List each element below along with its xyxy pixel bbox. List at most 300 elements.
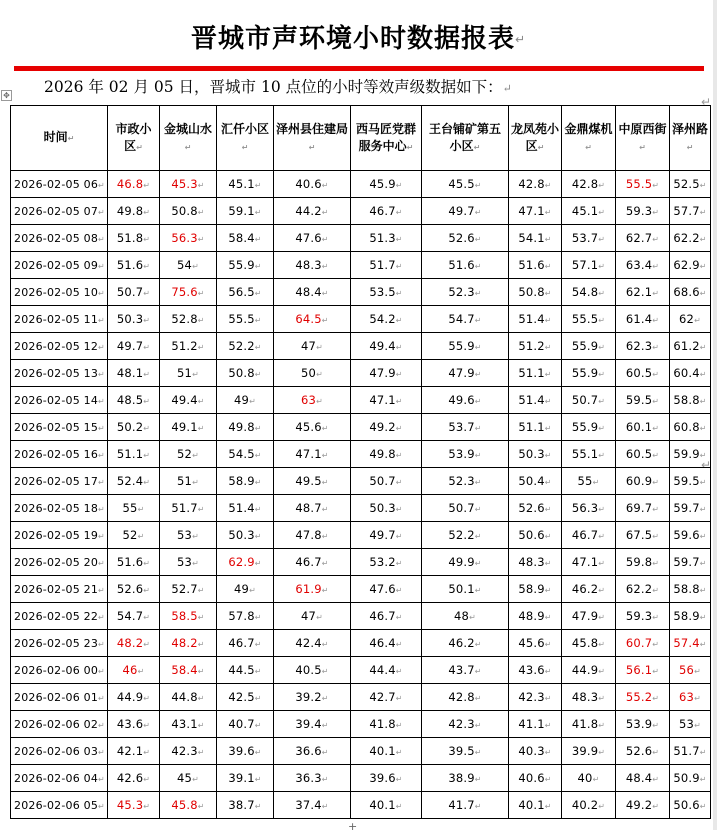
noise-value: 48.1 (116, 366, 144, 380)
noise-value: 49.2 (625, 798, 653, 812)
cell-end-mark-icon: ↵ (321, 532, 329, 541)
time-cell (11, 495, 108, 522)
cell-end-mark-icon: ↵ (395, 640, 403, 649)
noise-value: 50.1 (448, 582, 475, 596)
noise-value: 42.8 (448, 690, 475, 704)
cell-end-mark-icon: ↵ (699, 505, 707, 514)
cell-end-mark-icon: ↵ (321, 478, 329, 487)
time-cell (11, 198, 108, 225)
value-cell (108, 441, 160, 468)
cell-end-mark-icon: ↵ (316, 370, 323, 379)
value-cell (351, 468, 422, 495)
noise-value: 50.7 (571, 393, 599, 407)
noise-value: 44.5 (228, 663, 255, 677)
noise-value: 46.7 (571, 528, 599, 542)
noise-value: 62.9 (673, 258, 700, 272)
cell-end-mark-icon: ↵ (254, 613, 262, 622)
value-cell (160, 765, 217, 792)
cell-end-mark-icon: ↵ (652, 235, 660, 244)
value-cell (108, 522, 160, 549)
value-cell (274, 495, 351, 522)
time-cell (11, 576, 108, 603)
cell-end-mark-icon: ↵ (321, 208, 329, 217)
value-cell (351, 549, 422, 576)
header-label: 中原西街 (618, 121, 667, 136)
value-cell (274, 738, 351, 765)
cell-end-mark-icon: ↵ (652, 613, 660, 622)
noise-value: 58.4 (228, 231, 255, 245)
value-cell (422, 360, 509, 387)
cell-end-mark-icon: ↵ (98, 423, 105, 433)
cell-end-mark-icon: ↵ (395, 235, 403, 244)
noise-value: 40.1 (518, 798, 545, 812)
value-cell (616, 360, 670, 387)
value-cell (670, 171, 711, 198)
noise-value: 42.3 (171, 744, 198, 758)
cell-end-mark-icon: ↵ (598, 262, 606, 271)
value-cell (160, 441, 217, 468)
value-cell (160, 522, 217, 549)
cell-end-mark-icon: ↵ (98, 288, 105, 298)
end-of-row-mark-icon: ↵ (700, 95, 711, 109)
cell-end-mark-icon: ↵ (544, 505, 552, 514)
header-site (616, 106, 670, 171)
cell-end-mark-icon: ↵ (395, 559, 403, 568)
noise-value: 39.1 (228, 771, 255, 785)
header-site (509, 106, 562, 171)
noise-value: 52.7 (171, 582, 198, 596)
cell-end-mark-icon: ↵ (197, 235, 205, 244)
noise-value: 61.2 (673, 339, 700, 353)
noise-value: 55.9 (571, 366, 599, 380)
time-value: 2026-02-05 08 (14, 231, 99, 245)
value-cell (562, 711, 616, 738)
cell-end-mark-icon: ↵ (544, 694, 552, 703)
noise-value: 60.1 (625, 420, 653, 434)
cell-end-mark-icon: ↵ (474, 505, 482, 514)
cell-end-mark-icon: ↵ (254, 451, 262, 460)
value-cell (616, 630, 670, 657)
noise-value: 37.4 (295, 798, 322, 812)
value-cell (351, 684, 422, 711)
value-cell (509, 441, 562, 468)
cell-end-mark-icon: ↵ (143, 343, 151, 352)
cell-end-mark-icon: ↵ (699, 262, 707, 271)
noise-value: 55.5 (625, 177, 653, 191)
cell-end-mark-icon: ↵ (321, 586, 329, 595)
cell-end-mark-icon: ↵ (197, 586, 205, 595)
value-cell (108, 630, 160, 657)
noise-value: 48.3 (518, 555, 545, 569)
cell-end-mark-icon: ↵ (197, 721, 205, 730)
value-cell (670, 603, 711, 630)
cell-end-mark-icon: ↵ (544, 721, 552, 730)
cell-end-mark-icon: ↵ (321, 451, 329, 460)
time-value: 2026-02-05 21 (14, 582, 99, 596)
noise-value: 39.9 (571, 744, 599, 758)
cell-end-mark-icon: ↵ (241, 142, 249, 152)
cell-end-mark-icon: ↵ (197, 505, 205, 514)
time-value: 2026-02-06 03 (14, 744, 99, 758)
cell-end-mark-icon: ↵ (197, 343, 205, 352)
cell-end-mark-icon: ↵ (197, 208, 205, 217)
value-cell (108, 657, 160, 684)
noise-value: 53.7 (571, 231, 599, 245)
value-cell (509, 414, 562, 441)
table-header-row (11, 106, 711, 171)
time-cell (11, 657, 108, 684)
value-cell (108, 549, 160, 576)
value-cell (217, 522, 274, 549)
value-cell (670, 306, 711, 333)
value-cell (616, 198, 670, 225)
noise-value: 39.6 (228, 744, 255, 758)
noise-value: 51.6 (448, 258, 475, 272)
cell-end-mark-icon: ↵ (652, 424, 660, 433)
time-cell (11, 333, 108, 360)
noise-value: 46.2 (571, 582, 599, 596)
cell-end-mark-icon: ↵ (395, 613, 403, 622)
noise-value: 54.7 (448, 312, 475, 326)
noise-value: 51 (177, 474, 193, 488)
noise-value: 51.1 (518, 420, 545, 434)
value-cell (274, 198, 351, 225)
noise-value: 46.7 (369, 204, 396, 218)
noise-value: 42.1 (116, 744, 144, 758)
time-cell (11, 792, 108, 819)
cell-end-mark-icon: ↵ (321, 181, 329, 190)
cell-end-mark-icon: ↵ (474, 478, 482, 487)
value-cell (160, 225, 217, 252)
cell-end-mark-icon: ↵ (699, 640, 707, 649)
cell-end-mark-icon: ↵ (699, 181, 707, 190)
noise-value: 53.2 (369, 555, 396, 569)
noise-value: 43.6 (518, 663, 545, 677)
noise-value: 52.2 (448, 528, 475, 542)
noise-value: 56.1 (625, 663, 653, 677)
value-cell (422, 549, 509, 576)
noise-value: 59.1 (228, 204, 255, 218)
cell-end-mark-icon: ↵ (395, 370, 403, 379)
value-cell (562, 630, 616, 657)
cell-end-mark-icon: ↵ (254, 775, 262, 784)
time-cell (11, 684, 108, 711)
cell-end-mark-icon: ↵ (544, 802, 552, 811)
time-value: 2026-02-05 09 (14, 258, 99, 272)
cell-end-mark-icon: ↵ (143, 802, 151, 811)
noise-value: 52.6 (518, 501, 545, 515)
time-cell (11, 279, 108, 306)
cell-end-mark-icon: ↵ (98, 180, 105, 190)
cell-end-mark-icon: ↵ (98, 585, 105, 595)
table-row (11, 441, 711, 468)
noise-value: 63 (301, 393, 317, 407)
value-cell (562, 333, 616, 360)
cell-end-mark-icon: ↵ (652, 451, 660, 460)
value-cell (422, 603, 509, 630)
noise-value: 49.7 (448, 204, 475, 218)
value-cell (562, 657, 616, 684)
time-value: 2026-02-05 06 (14, 177, 99, 191)
noise-value: 53 (177, 528, 193, 542)
noise-value: 51.7 (171, 501, 198, 515)
noise-value: 60.9 (625, 474, 653, 488)
cell-end-mark-icon: ↵ (699, 370, 707, 379)
noise-value: 52.3 (448, 285, 475, 299)
value-cell (274, 684, 351, 711)
table-row (11, 198, 711, 225)
value-cell (274, 468, 351, 495)
table-row (11, 711, 711, 738)
cell-end-mark-icon: ↵ (249, 397, 256, 406)
value-cell (670, 495, 711, 522)
cell-end-mark-icon: ↵ (598, 532, 606, 541)
noise-value: 52 (122, 528, 138, 542)
noise-value: 47.6 (369, 582, 396, 596)
value-cell (160, 738, 217, 765)
noise-value: 49.4 (171, 393, 198, 407)
noise-value: 53.7 (448, 420, 475, 434)
noise-value: 50.7 (448, 501, 475, 515)
time-cell (11, 630, 108, 657)
cell-end-mark-icon: ↵ (652, 208, 660, 217)
value-cell (351, 792, 422, 819)
cell-end-mark-icon: ↵ (639, 142, 646, 152)
time-value: 2026-02-05 10 (14, 285, 99, 299)
noise-value: 52.6 (625, 744, 653, 758)
value-cell (670, 414, 711, 441)
cell-end-mark-icon: ↵ (395, 802, 403, 811)
time-value: 2026-02-05 22 (14, 609, 99, 623)
noise-value: 45.3 (171, 177, 198, 191)
noise-value: 45 (177, 771, 193, 785)
value-cell (509, 711, 562, 738)
noise-value: 63.4 (625, 258, 653, 272)
value-cell (509, 576, 562, 603)
cell-end-mark-icon: ↵ (544, 181, 552, 190)
value-cell (274, 522, 351, 549)
noise-value: 49 (234, 582, 250, 596)
cell-end-mark-icon: ↵ (254, 802, 262, 811)
noise-value: 50.7 (369, 474, 396, 488)
header-label: 王台铺矿第五小区 (428, 121, 501, 153)
time-value: 2026-02-05 23 (14, 636, 99, 650)
time-cell (11, 522, 108, 549)
value-cell (160, 198, 217, 225)
header-label: 泽州县住建局 (276, 121, 349, 136)
noise-value: 59.5 (673, 474, 700, 488)
cell-end-mark-icon: ↵ (652, 721, 660, 730)
cell-end-mark-icon: ↵ (197, 397, 205, 406)
noise-value: 50.7 (116, 285, 144, 299)
value-cell (108, 576, 160, 603)
cell-end-mark-icon: ↵ (67, 134, 75, 143)
time-value: 2026-02-05 18 (14, 501, 99, 515)
cell-end-mark-icon: ↵ (598, 343, 606, 352)
cell-end-mark-icon: ↵ (598, 694, 606, 703)
noise-value: 49.1 (171, 420, 198, 434)
noise-value: 60.4 (673, 366, 700, 380)
noise-value: 60.8 (673, 420, 700, 434)
value-cell (422, 630, 509, 657)
header-label: 金鼎煤机 (564, 121, 613, 136)
value-cell (351, 765, 422, 792)
cell-end-mark-icon: ↵ (254, 289, 262, 298)
noise-value: 44.9 (571, 663, 599, 677)
cell-end-mark-icon: ↵ (254, 478, 262, 487)
noise-value: 49.6 (448, 393, 475, 407)
time-cell (11, 252, 108, 279)
cell-end-mark-icon: ↵ (395, 478, 403, 487)
value-cell (217, 225, 274, 252)
subtitle-text: 2026 年 02 月 05 日，晋城市 10 点位的小时等效声级数据如下： (44, 78, 503, 96)
value-cell (670, 441, 711, 468)
noise-value: 56 (679, 663, 695, 677)
noise-value: 62.2 (673, 231, 700, 245)
cell-end-mark-icon: ↵ (143, 424, 151, 433)
noise-value: 48 (454, 609, 470, 623)
cell-end-mark-icon: ↵ (652, 181, 660, 190)
cell-end-mark-icon: ↵ (254, 721, 262, 730)
value-cell (274, 306, 351, 333)
cell-end-mark-icon: ↵ (98, 666, 105, 676)
value-cell (160, 549, 217, 576)
noise-value: 41.1 (518, 717, 545, 731)
value-cell (351, 603, 422, 630)
noise-value: 55.5 (571, 312, 599, 326)
cell-end-mark-icon: ↵ (143, 775, 151, 784)
value-cell (509, 792, 562, 819)
header-site (108, 106, 160, 171)
noise-value: 48.5 (116, 393, 144, 407)
value-cell (422, 333, 509, 360)
noise-value: 54.8 (571, 285, 599, 299)
noise-value: 50.3 (228, 528, 255, 542)
value-cell (351, 495, 422, 522)
cell-end-mark-icon: ↵ (544, 532, 552, 541)
value-cell (422, 414, 509, 441)
noise-value: 46.4 (369, 636, 396, 650)
cell-end-mark-icon: ↵ (544, 235, 552, 244)
cell-end-mark-icon: ↵ (699, 613, 707, 622)
cell-end-mark-icon: ↵ (592, 775, 600, 784)
value-cell (509, 738, 562, 765)
noise-value: 48.3 (571, 690, 599, 704)
cell-end-mark-icon: ↵ (98, 558, 105, 568)
noise-value: 55 (577, 474, 593, 488)
value-cell (562, 360, 616, 387)
cell-end-mark-icon: ↵ (598, 721, 606, 730)
value-cell (160, 630, 217, 657)
cell-end-mark-icon: ↵ (197, 181, 205, 190)
table-resize-handle-icon[interactable]: + (348, 820, 358, 833)
cell-end-mark-icon: ↵ (98, 369, 105, 379)
time-cell (11, 711, 108, 738)
cell-end-mark-icon: ↵ (143, 262, 151, 271)
noise-value: 44.4 (369, 663, 396, 677)
noise-value: 46.8 (116, 177, 144, 191)
value-cell (562, 225, 616, 252)
value-cell (160, 495, 217, 522)
cell-end-mark-icon: ↵ (321, 559, 329, 568)
time-value: 2026-02-05 16 (14, 447, 99, 461)
noise-value: 47.1 (518, 204, 545, 218)
noise-value: 41.8 (571, 717, 599, 731)
cell-end-mark-icon: ↵ (197, 748, 205, 757)
value-cell (160, 792, 217, 819)
value-cell (509, 549, 562, 576)
cell-end-mark-icon: ↵ (598, 181, 606, 190)
value-cell (509, 603, 562, 630)
time-value: 2026-02-06 01 (14, 690, 99, 704)
value-cell (217, 306, 274, 333)
cell-end-mark-icon: ↵ (197, 640, 205, 649)
value-cell (616, 522, 670, 549)
cell-end-mark-icon: ↵ (321, 748, 329, 757)
cell-end-mark-icon: ↵ (197, 667, 205, 676)
table-row (11, 522, 711, 549)
noise-value: 51.3 (369, 231, 396, 245)
noise-value: 57.4 (673, 636, 700, 650)
cell-end-mark-icon: ↵ (137, 505, 145, 514)
header-site (217, 106, 274, 171)
value-cell (108, 495, 160, 522)
noise-value: 57.8 (228, 609, 255, 623)
noise-value: 50.3 (518, 447, 545, 461)
cell-end-mark-icon: ↵ (544, 478, 552, 487)
noise-value: 50.4 (518, 474, 545, 488)
time-value: 2026-02-06 05 (14, 798, 99, 812)
value-cell (108, 684, 160, 711)
value-cell (562, 198, 616, 225)
value-cell (351, 306, 422, 333)
cell-end-mark-icon: ↵ (652, 397, 660, 406)
cell-end-mark-icon: ↵ (395, 262, 403, 271)
value-cell (616, 603, 670, 630)
cell-end-mark-icon: ↵ (699, 424, 707, 433)
noise-value: 52.2 (228, 339, 255, 353)
cell-end-mark-icon: ↵ (197, 424, 205, 433)
cell-end-mark-icon: ↵ (137, 667, 145, 676)
value-cell (616, 252, 670, 279)
header-label: 汇仟小区 (220, 121, 269, 136)
header-site (351, 106, 422, 171)
noise-value: 49.2 (369, 420, 396, 434)
value-cell (509, 765, 562, 792)
cell-end-mark-icon: ↵ (197, 316, 205, 325)
cell-end-mark-icon: ↵ (598, 289, 606, 298)
value-cell (670, 630, 711, 657)
cell-end-mark-icon: ↵ (321, 721, 329, 730)
cell-end-mark-icon: ↵ (192, 262, 199, 271)
cell-end-mark-icon: ↵ (254, 667, 262, 676)
time-cell (11, 360, 108, 387)
cell-end-mark-icon: ↵ (474, 235, 482, 244)
value-cell (274, 576, 351, 603)
noise-value: 55.9 (448, 339, 475, 353)
value-cell (509, 657, 562, 684)
noise-value: 40.6 (518, 771, 545, 785)
cell-end-mark-icon: ↵ (474, 343, 482, 352)
noise-value: 49.8 (228, 420, 255, 434)
value-cell (616, 792, 670, 819)
value-cell (509, 171, 562, 198)
table-move-handle-icon[interactable]: ✥ (1, 90, 12, 101)
noise-value: 59.3 (625, 204, 653, 218)
cell-end-mark-icon: ↵ (652, 586, 660, 595)
value-cell (217, 279, 274, 306)
cell-end-mark-icon: ↵ (598, 613, 606, 622)
